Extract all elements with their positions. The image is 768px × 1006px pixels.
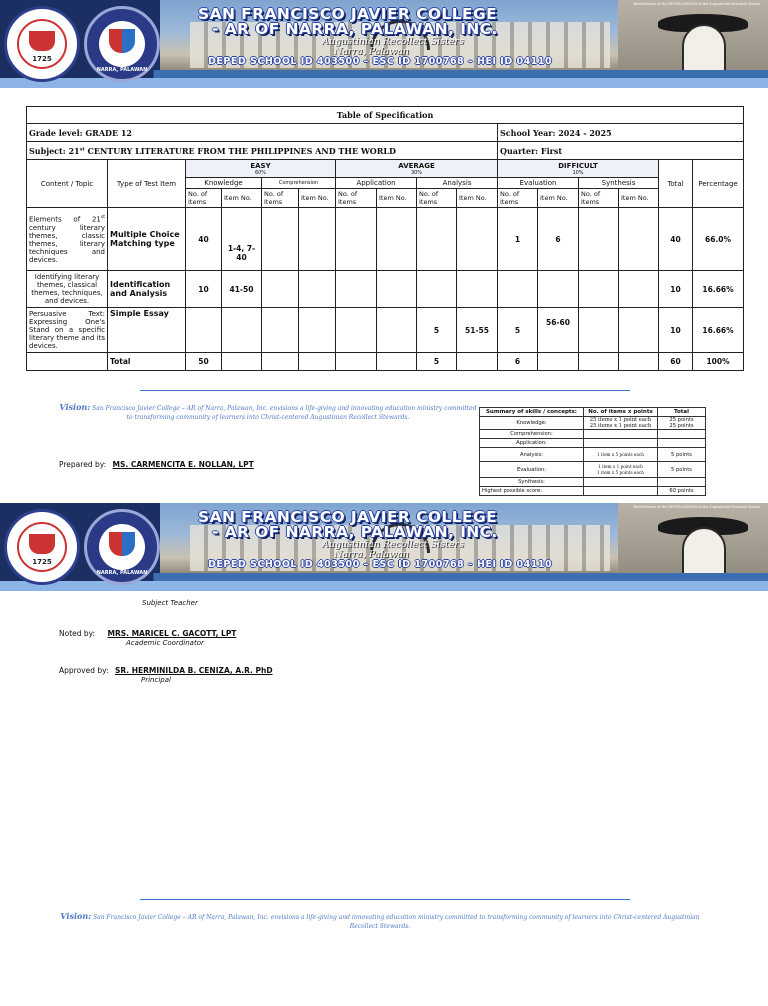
subhead-no-items: No. of Items <box>262 189 299 208</box>
subhead-item-no: Item No. <box>377 189 417 208</box>
analysis-item <box>457 271 498 308</box>
row-total: 40 <box>659 208 693 271</box>
evaluation-no: 1 <box>498 208 538 271</box>
congregation-seal-logo <box>4 6 80 82</box>
summary-value: 25 items x 1 point each <box>589 423 652 429</box>
noted-label: Noted by: <box>59 629 96 638</box>
subhead-item-no: Item No. <box>457 189 498 208</box>
subtitle-line1: Augustinian Recollect Sisters <box>322 36 464 47</box>
analysis-item <box>457 208 498 271</box>
subtitle-line1: Augustinian Recollect Sisters <box>322 539 464 550</box>
subhead-item-no: Item No. <box>538 189 579 208</box>
banner-small-text: Beneficiaries of the REVITALIZATION of the Augustinian Recollect Sisters <box>633 505 760 509</box>
vision-statement <box>56 403 480 422</box>
subject-prefix: Subject: 21 <box>29 145 80 156</box>
summary-row <box>480 448 706 462</box>
analysis-item: 51-55 <box>457 308 498 353</box>
college-name-line2: - AR OF NARRA, PALAWAN, INC. <box>212 20 498 38</box>
content-topic <box>27 208 108 271</box>
banner-small-text: Beneficiaries of the REVITALIZATION of the Augustinian Recollect Sisters <box>633 2 760 6</box>
knowledge-item: 1-4, 7-40 <box>222 208 262 271</box>
noted-by <box>59 629 236 638</box>
analysis-no <box>417 208 457 271</box>
summary-label: Evaluation: <box>480 462 584 478</box>
analysis-no <box>417 271 457 308</box>
total-row <box>27 353 744 371</box>
subtitle-line2: Narra, Palawan <box>334 46 410 57</box>
congregation-seal-logo <box>4 509 80 585</box>
college-name-line1: SAN FRANCISCO JAVIER COLLEGE <box>198 5 498 23</box>
quarter: Quarter: First <box>498 142 744 160</box>
knowledge-no: 10 <box>186 271 222 308</box>
prepared-label: Prepared by: <box>59 460 107 469</box>
level-difficult <box>498 160 659 178</box>
seal-year: 1725 <box>32 55 52 63</box>
table-row <box>27 271 744 308</box>
summary-value: 1 item x 1 point each <box>598 463 643 469</box>
summary-label: Comprehension: <box>480 430 584 439</box>
difficult-pct: 10% <box>572 169 584 176</box>
subject-rest: CENTURY LITERATURE FROM THE PHILIPPINES AND THE WORLD <box>84 145 396 156</box>
skill-synthesis: Synthesis <box>579 178 659 189</box>
approved-by <box>59 666 273 675</box>
evaluation-no: 5 <box>498 308 538 353</box>
vision-text: San Francisco Javier College – AR of Narra, Palawan, Inc. envisions a life-giving and innovating education ministry committed to transforming community of learners into Christ-centered Augustinian Recollect Stewards. <box>93 914 700 930</box>
summary-value: 1 item x 5 points each <box>584 448 658 462</box>
vision-text: San Francisco Javier College – AR of Narra, Palawan, Inc. envisions a life-giving and innovating education ministry committed to transforming community of learners into Christ-centered Augustinian Recollect Stewards. <box>92 405 477 421</box>
college-name <box>198 510 628 540</box>
vision-label: Vision: <box>60 911 92 921</box>
summary-row <box>480 478 706 487</box>
summary-head-items: No. of items x points <box>584 408 658 417</box>
subhead-item-no: Item No. <box>619 189 659 208</box>
skill-evaluation: Evaluation <box>498 178 579 189</box>
skill-application: Application <box>336 178 417 189</box>
summary-label: Highest possible score: <box>480 487 584 496</box>
summary-row <box>480 430 706 439</box>
prepared-name: MS. CARMENCITA E. NOLLAN, LPT <box>112 460 254 469</box>
test-type: Simple Essay <box>108 308 186 353</box>
approved-role: Principal <box>141 676 171 684</box>
college-name <box>198 7 628 37</box>
row-percentage: 16.66% <box>693 271 744 308</box>
vision-label: Vision: <box>59 402 91 412</box>
header-banner <box>0 0 768 88</box>
grand-total: 60 <box>659 353 693 371</box>
summary-value: 25 items x 1 point each <box>589 417 652 423</box>
content-topic: Persuasive Text: Expressing One's Stand on a specific literary theme and its devices. <box>27 308 108 353</box>
subhead-no-items: No. of Items <box>579 189 619 208</box>
grade-level: Grade level: GRADE 12 <box>27 124 498 142</box>
vision-statement <box>60 912 700 931</box>
summary-total: 60 points <box>658 487 706 496</box>
average-pct: 30% <box>410 169 423 176</box>
content-topic: Identifying literary themes, classical themes, techniques, and devices. <box>27 271 108 308</box>
school-year: School Year: 2024 - 2025 <box>498 124 744 142</box>
approved-name: SR. HERMINILDA B. CENIZA, A.R. PhD <box>114 666 273 675</box>
level-easy <box>186 160 336 178</box>
knowledge-no <box>186 308 222 353</box>
knowledge-item <box>222 308 262 353</box>
seal-label: NARRA, PALAWAN <box>96 570 148 576</box>
summary-total: 5 points <box>658 462 706 478</box>
summary-row <box>480 417 706 430</box>
total-evaluation-no: 6 <box>498 353 538 371</box>
level-average <box>336 160 498 178</box>
summary-total: 25 points <box>669 423 694 429</box>
subhead-no-items: No. of Items <box>417 189 457 208</box>
content-sup: st <box>100 215 105 221</box>
summary-row <box>480 487 706 496</box>
subject <box>27 142 498 160</box>
col-content-topic: Content / Topic <box>27 160 108 208</box>
college-seal-logo <box>84 509 160 585</box>
school-ids: DEPED SCHOOL ID 403500 – ESC ID 1700768 – HEI ID 04110 <box>208 559 553 570</box>
prepared-by <box>59 460 254 469</box>
easy-pct: 60% <box>254 169 267 176</box>
summary-row <box>480 439 706 448</box>
average-label: AVERAGE <box>398 161 435 170</box>
noted-role: Academic Coordinator <box>126 639 204 647</box>
content-text-rest: century literary themes, classic themes, literary techniques and devices. <box>29 223 105 264</box>
total-knowledge-no: 50 <box>186 353 222 371</box>
row-total: 10 <box>659 308 693 353</box>
summary-head-total: Total <box>658 408 706 417</box>
subhead-no-items: No. of Items <box>498 189 538 208</box>
subhead-item-no: Item No. <box>299 189 336 208</box>
seal-label: NARRA, PALAWAN <box>96 67 148 73</box>
skill-comprehension: Comprehension <box>262 178 336 189</box>
col-type-of-test: Type of Test Item <box>108 160 186 208</box>
summary-row <box>480 462 706 478</box>
total-label: Total <box>108 353 186 371</box>
row-percentage: 66.0% <box>693 208 744 271</box>
summary-label: Knowledge: <box>480 417 584 430</box>
table-title: Table of Specification <box>27 107 744 124</box>
banner-subtitle <box>322 37 464 57</box>
analysis-no: 5 <box>417 308 457 353</box>
subhead-item-no: Item No. <box>222 189 262 208</box>
row-percentage: 16.66% <box>693 308 744 353</box>
noted-name: MRS. MARICEL C. GACOTT, LPT <box>107 629 237 638</box>
college-name-line2: - AR OF NARRA, PALAWAN, INC. <box>212 523 498 541</box>
content-text: Elements of 21 <box>29 215 101 224</box>
col-total: Total <box>659 160 693 208</box>
evaluation-no <box>498 271 538 308</box>
evaluation-item: 56-60 <box>538 308 579 353</box>
prepared-role: Subject Teacher <box>142 599 198 607</box>
banner-subtitle <box>322 540 464 560</box>
summary-value: 1 item x 5 points each <box>597 469 644 475</box>
test-type: Identification and Analysis <box>108 271 186 308</box>
knowledge-item: 41-50 <box>222 271 262 308</box>
total-analysis-no: 5 <box>417 353 457 371</box>
summary-head-skills: Summary of skills / concepts: <box>480 408 584 417</box>
subhead-no-items: No. of Items <box>336 189 377 208</box>
grand-percentage: 100% <box>693 353 744 371</box>
test-type: Multiple Choice Matching type <box>108 208 186 271</box>
header-banner-page2 <box>0 503 768 591</box>
evaluation-item <box>538 271 579 308</box>
seal-year: 1725 <box>32 558 52 566</box>
col-percentage: Percentage <box>693 160 744 208</box>
college-name-line1: SAN FRANCISCO JAVIER COLLEGE <box>198 508 498 526</box>
skill-knowledge: Knowledge <box>186 178 262 189</box>
subhead-no-items: No. of Items <box>186 189 222 208</box>
easy-label: EASY <box>250 161 271 170</box>
school-ids: DEPED SCHOOL ID 403500 – ESC ID 1700768 – HEI ID 04110 <box>208 56 553 67</box>
summary-label: Application: <box>480 439 584 448</box>
subtitle-line2: Narra, Palawan <box>334 549 410 560</box>
summary-total: 25 points <box>669 417 694 423</box>
summary-label: Synthesis: <box>480 478 584 487</box>
row-total: 10 <box>659 271 693 308</box>
divider-line <box>140 390 630 391</box>
skill-analysis: Analysis <box>417 178 498 189</box>
approved-label: Approved by: <box>59 666 109 675</box>
summary-table <box>479 407 706 496</box>
summary-label: Analysis: <box>480 448 584 462</box>
table-of-specification <box>26 106 744 371</box>
knowledge-no: 40 <box>186 208 222 271</box>
divider-line <box>140 899 630 900</box>
subject-sup: st <box>79 145 85 152</box>
evaluation-item: 6 <box>538 208 579 271</box>
college-seal-logo <box>84 6 160 82</box>
table-row <box>27 308 744 353</box>
difficult-label: DIFFICULT <box>558 161 598 170</box>
table-row <box>27 208 744 271</box>
summary-total: 5 points <box>658 448 706 462</box>
